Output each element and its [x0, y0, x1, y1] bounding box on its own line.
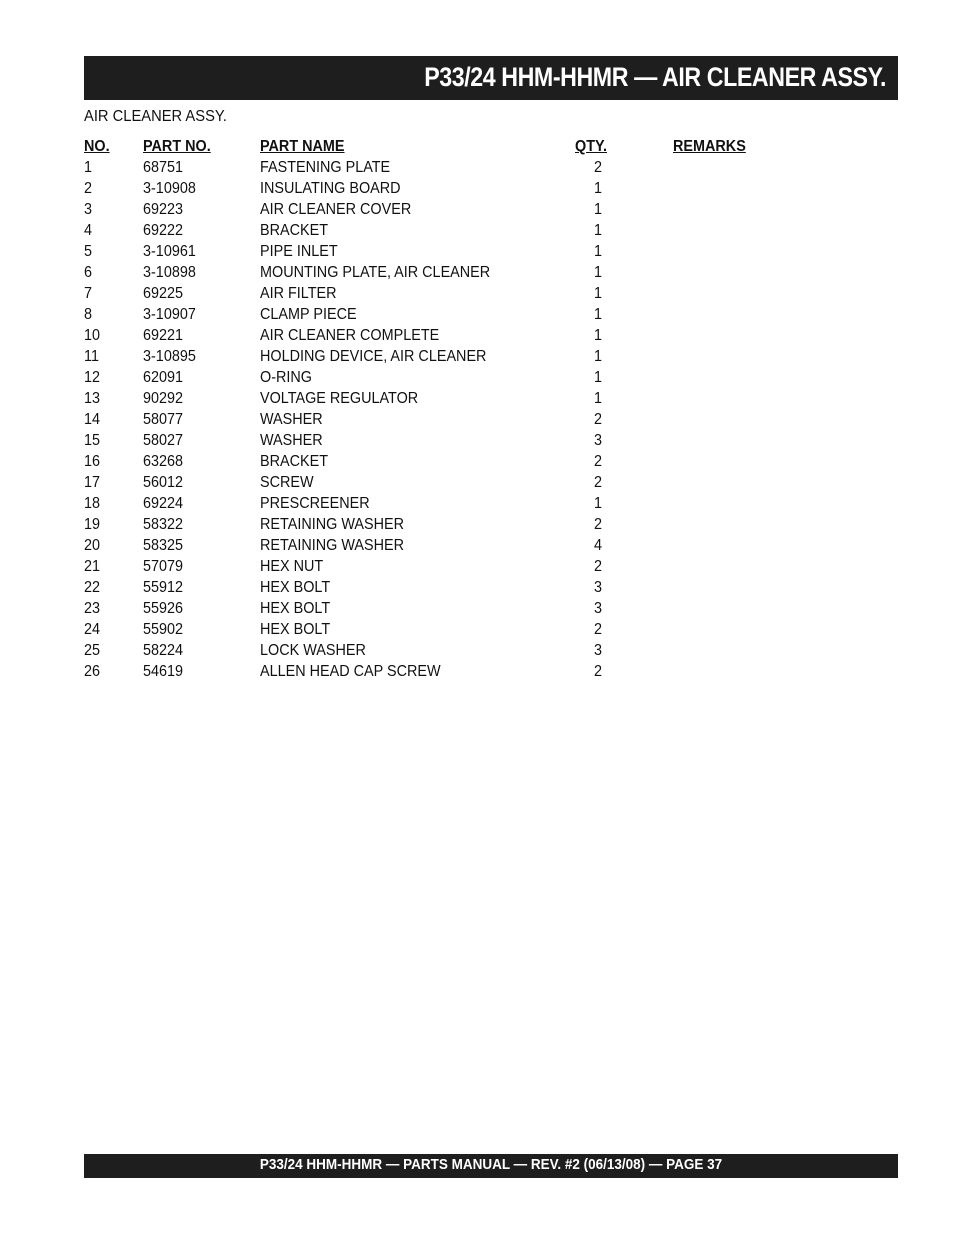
- row-qty: 1: [593, 264, 602, 281]
- column-header-remarks: REMARKS: [673, 138, 746, 155]
- row-no: 8: [84, 306, 93, 323]
- row-qty: 1: [593, 243, 602, 260]
- row-part-no: 69224: [143, 495, 184, 512]
- row-no: 20: [84, 537, 101, 554]
- table-row: [0, 577, 954, 598]
- row-part-no: 55902: [143, 621, 184, 638]
- row-qty: 2: [593, 621, 602, 638]
- row-no: 22: [84, 579, 101, 596]
- row-part-no: 62091: [143, 369, 184, 386]
- row-no: 19: [84, 516, 101, 533]
- row-qty: 1: [593, 306, 602, 323]
- table-row: [0, 493, 954, 514]
- row-part-no: 69222: [143, 222, 184, 239]
- row-qty: 1: [593, 390, 602, 407]
- row-qty: 2: [593, 453, 602, 470]
- row-part-name: AIR CLEANER COVER: [260, 201, 412, 218]
- row-qty: 1: [593, 180, 602, 197]
- row-no: 26: [84, 663, 101, 680]
- table-row: [0, 535, 954, 556]
- table-row: [0, 157, 954, 178]
- row-qty: 2: [593, 558, 602, 575]
- row-qty: 1: [593, 369, 602, 386]
- row-part-no: 3-10961: [143, 243, 196, 260]
- row-no: 12: [84, 369, 101, 386]
- row-part-no: 3-10898: [143, 264, 196, 281]
- row-part-no: 58224: [143, 642, 184, 659]
- row-part-name: BRACKET: [260, 453, 329, 470]
- table-row: [0, 430, 954, 451]
- row-part-name: SCREW: [260, 474, 314, 491]
- table-row: [0, 409, 954, 430]
- column-header-no: NO.: [84, 138, 110, 155]
- row-no: 17: [84, 474, 101, 491]
- column-header-part-no: PART NO.: [143, 138, 211, 155]
- table-row: [0, 451, 954, 472]
- row-qty: 3: [593, 432, 602, 449]
- row-no: 4: [84, 222, 93, 239]
- row-part-name: LOCK WASHER: [260, 642, 366, 659]
- row-qty: 3: [593, 579, 602, 596]
- row-part-name: WASHER: [260, 411, 323, 428]
- row-qty: 4: [593, 537, 602, 554]
- row-no: 2: [84, 180, 93, 197]
- row-part-name: PRESCREENER: [260, 495, 370, 512]
- table-row: [0, 514, 954, 535]
- table-row: [0, 262, 954, 283]
- row-part-name: CLAMP PIECE: [260, 306, 357, 323]
- table-row: [0, 472, 954, 493]
- row-no: 13: [84, 390, 101, 407]
- row-part-no: 56012: [143, 474, 184, 491]
- footer-text: P33/24 HHM-HHMR — PARTS MANUAL — REV. #2 (06/13/08) — PAGE 37: [259, 1156, 723, 1173]
- row-qty: 2: [593, 159, 602, 176]
- row-no: 10: [84, 327, 101, 344]
- row-qty: 2: [593, 411, 602, 428]
- table-row: [0, 178, 954, 199]
- row-qty: 3: [593, 642, 602, 659]
- row-part-name: HEX BOLT: [260, 621, 331, 638]
- row-no: 15: [84, 432, 101, 449]
- row-part-name: INSULATING BOARD: [260, 180, 401, 197]
- row-part-no: 58027: [143, 432, 184, 449]
- row-no: 25: [84, 642, 101, 659]
- row-part-name: MOUNTING PLATE, AIR CLEANER: [260, 264, 491, 281]
- row-no: 7: [84, 285, 93, 302]
- row-no: 21: [84, 558, 101, 575]
- row-qty: 1: [593, 348, 602, 365]
- table-row: [0, 199, 954, 220]
- row-part-no: 90292: [143, 390, 184, 407]
- row-part-no: 63268: [143, 453, 184, 470]
- table-row: [0, 388, 954, 409]
- row-part-no: 58325: [143, 537, 184, 554]
- row-part-name: HEX BOLT: [260, 600, 331, 617]
- row-no: 24: [84, 621, 101, 638]
- row-no: 14: [84, 411, 101, 428]
- row-no: 3: [84, 201, 93, 218]
- row-no: 18: [84, 495, 101, 512]
- row-part-no: 58077: [143, 411, 184, 428]
- row-part-name: HOLDING DEVICE, AIR CLEANER: [260, 348, 487, 365]
- row-qty: 2: [593, 474, 602, 491]
- table-row: [0, 325, 954, 346]
- row-no: 6: [84, 264, 93, 281]
- table-row: [0, 367, 954, 388]
- row-qty: 1: [593, 495, 602, 512]
- row-part-name: HEX BOLT: [260, 579, 331, 596]
- column-header-part-name: PART NAME: [260, 138, 345, 155]
- table-row: [0, 304, 954, 325]
- row-part-name: RETAINING WASHER: [260, 537, 405, 554]
- row-part-name: HEX NUT: [260, 558, 324, 575]
- row-part-name: VOLTAGE REGULATOR: [260, 390, 419, 407]
- column-header-qty: QTY.: [575, 138, 608, 155]
- row-part-no: 69221: [143, 327, 184, 344]
- row-no: 1: [84, 159, 93, 176]
- row-part-no: 54619: [143, 663, 184, 680]
- row-part-no: 55912: [143, 579, 184, 596]
- table-row: [0, 346, 954, 367]
- page-footer: [84, 1154, 898, 1178]
- page-title: P33/24 HHM-HHMR — AIR CLEANER ASSY.: [424, 62, 886, 92]
- row-part-no: 68751: [143, 159, 184, 176]
- row-part-name: AIR CLEANER COMPLETE: [260, 327, 440, 344]
- row-part-name: RETAINING WASHER: [260, 516, 405, 533]
- table-row: [0, 640, 954, 661]
- row-part-name: WASHER: [260, 432, 323, 449]
- table-row: [0, 661, 954, 682]
- row-part-name: PIPE INLET: [260, 243, 338, 260]
- row-qty: 3: [593, 600, 602, 617]
- row-part-no: 57079: [143, 558, 184, 575]
- row-qty: 1: [593, 285, 602, 302]
- row-no: 23: [84, 600, 101, 617]
- row-part-no: 69225: [143, 285, 184, 302]
- table-row: [0, 241, 954, 262]
- row-qty: 2: [593, 663, 602, 680]
- row-part-no: 69223: [143, 201, 184, 218]
- row-part-no: 3-10895: [143, 348, 196, 365]
- row-qty: 1: [593, 201, 602, 218]
- row-qty: 1: [593, 222, 602, 239]
- row-part-no: 55926: [143, 600, 184, 617]
- row-qty: 2: [593, 516, 602, 533]
- page-header: [84, 56, 898, 100]
- table-row: [0, 556, 954, 577]
- row-part-name: ALLEN HEAD CAP SCREW: [260, 663, 441, 680]
- row-qty: 1: [593, 327, 602, 344]
- row-no: 16: [84, 453, 101, 470]
- section-label: AIR CLEANER ASSY.: [84, 108, 227, 125]
- row-part-name: FASTENING PLATE: [260, 159, 391, 176]
- row-no: 5: [84, 243, 93, 260]
- table-row: [0, 283, 954, 304]
- table-row: [0, 598, 954, 619]
- row-part-name: AIR FILTER: [260, 285, 337, 302]
- table-row: [0, 220, 954, 241]
- row-part-no: 58322: [143, 516, 184, 533]
- table-row: [0, 619, 954, 640]
- row-part-name: O-RING: [260, 369, 313, 386]
- row-part-no: 3-10908: [143, 180, 196, 197]
- row-part-no: 3-10907: [143, 306, 196, 323]
- row-no: 11: [84, 348, 99, 365]
- row-part-name: BRACKET: [260, 222, 329, 239]
- table-header: [0, 136, 954, 157]
